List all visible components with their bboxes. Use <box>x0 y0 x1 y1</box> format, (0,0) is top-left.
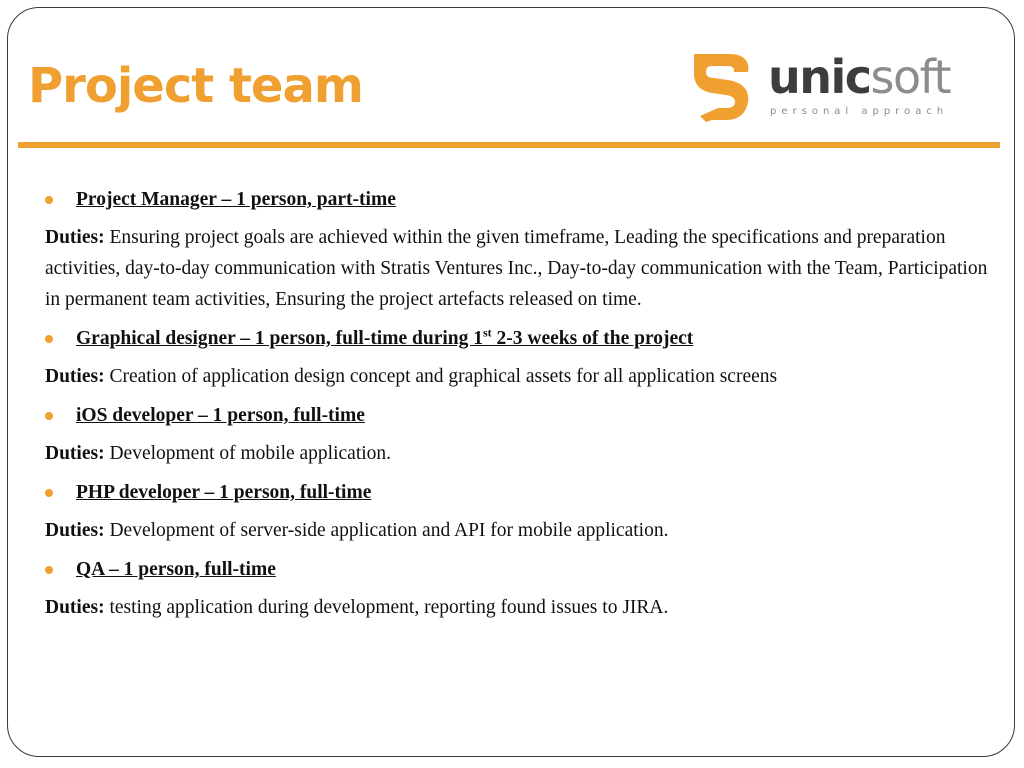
role-item <box>45 184 1005 315</box>
duties-label: Duties: <box>45 520 105 541</box>
logo-wordmark <box>768 50 951 104</box>
role-item <box>45 400 1005 469</box>
duties-label: Duties: <box>45 597 105 618</box>
role-heading-row <box>45 323 1005 355</box>
bullet-dot-icon <box>45 196 53 204</box>
duties-text: Ensuring project goals are achieved within the given timeframe, Leading the specifications and preparation activities, day-to-day communication with Stratis Ventures Inc., Day-to-day communication with the Team, Participation in permanent team activities, Ensuring the project artefacts released on time. <box>45 227 988 310</box>
role-heading: PHP developer – 1 person, full-time <box>76 482 372 503</box>
role-duties <box>45 592 1005 623</box>
role-heading-row <box>45 477 1005 509</box>
bullet-dot-icon <box>45 489 53 497</box>
duties-text: Development of mobile application. <box>109 443 392 464</box>
role-heading <box>76 325 694 349</box>
duties-label: Duties: <box>45 227 105 248</box>
unicsoft-logo <box>690 50 980 130</box>
role-heading-row <box>45 184 1005 216</box>
role-heading-superscript: st <box>483 325 492 340</box>
role-duties <box>45 222 1005 315</box>
role-duties <box>45 361 1005 392</box>
role-heading-row <box>45 400 1005 432</box>
logo-word-unic: unic <box>768 50 871 104</box>
bullet-dot-icon <box>45 566 53 574</box>
logo-tagline: personal approach <box>770 106 949 117</box>
role-heading: iOS developer – 1 person, full-time <box>76 405 365 426</box>
logo-word-soft: soft <box>870 50 951 104</box>
role-heading-part2: 2-3 weeks of the project <box>491 328 694 349</box>
role-item <box>45 323 1005 392</box>
roles-list <box>45 184 1005 631</box>
title-divider <box>18 142 1000 148</box>
duties-label: Duties: <box>45 443 105 464</box>
slide-title: Project team <box>28 58 363 114</box>
role-heading: Project Manager – 1 person, part-time <box>76 189 396 210</box>
duties-label: Duties: <box>45 366 105 387</box>
role-heading-row <box>45 554 1005 586</box>
unicsoft-s-logo-icon <box>690 50 752 124</box>
role-duties <box>45 515 1005 546</box>
duties-text: testing application during development, reporting found issues to JIRA. <box>109 597 669 618</box>
bullet-dot-icon <box>45 412 53 420</box>
role-heading: QA – 1 person, full-time <box>76 559 276 580</box>
role-item <box>45 554 1005 623</box>
role-item <box>45 477 1005 546</box>
duties-text: Development of server-side application and API for mobile application. <box>109 520 669 541</box>
role-heading-part1: Graphical designer – 1 person, full-time during 1 <box>76 328 483 349</box>
bullet-dot-icon <box>45 335 53 343</box>
duties-text: Creation of application design concept and graphical assets for all application screens <box>109 366 778 387</box>
role-duties <box>45 438 1005 469</box>
